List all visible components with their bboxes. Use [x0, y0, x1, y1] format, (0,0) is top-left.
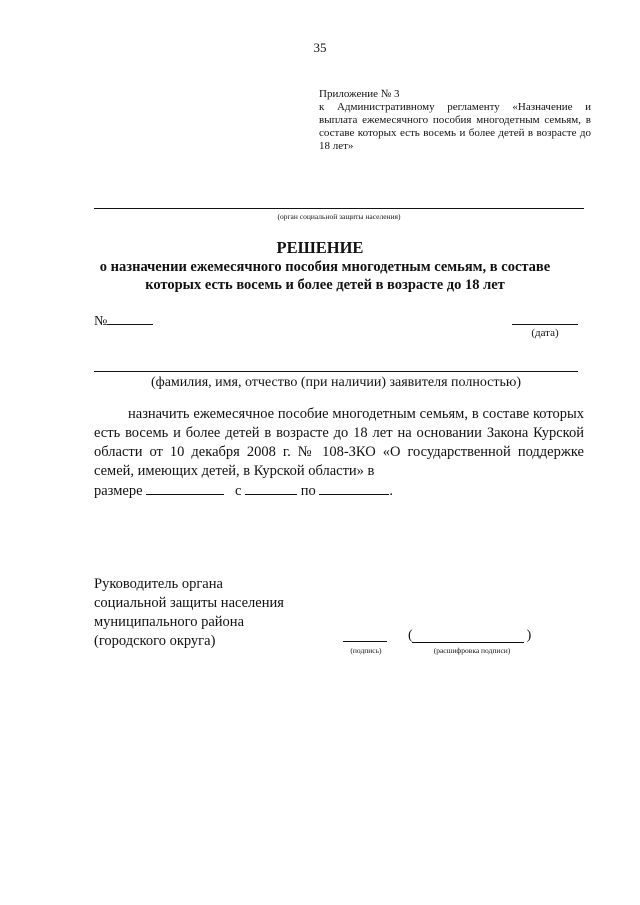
decipher-close: ): [526, 628, 532, 643]
signer-line-4: (городского округа): [94, 633, 216, 649]
signer-block: [94, 575, 314, 651]
number-field: [94, 312, 153, 330]
document-title: РЕШЕНИЕ: [276, 238, 364, 257]
applicant-caption: (фамилия, имя, отчество (при наличии) заявителя полностью): [150, 375, 522, 390]
document-subtitle: о назначении ежемесячного пособия многодетным семьям, в составе которых есть восемь и более детей в возрасте до 18 лет: [99, 259, 551, 293]
organ-caption: (орган социальной защиты населения): [277, 212, 401, 221]
number-label: №: [94, 314, 108, 329]
appendix-block: [319, 88, 591, 153]
decision-body: [94, 405, 584, 501]
date-line: [512, 324, 578, 325]
size-label: размере: [94, 483, 143, 499]
signature-caption: (подпись): [350, 646, 382, 655]
number-blank: [107, 312, 153, 325]
signer-line-2: социальной защиты населения: [94, 595, 284, 611]
appendix-title: Приложение № 3: [319, 88, 400, 100]
date-caption: (дата): [531, 327, 559, 339]
page-number: 35: [313, 40, 327, 55]
signature-line: [343, 641, 387, 642]
size-blank: [146, 481, 224, 495]
from-blank: [245, 481, 297, 495]
from-label: с: [235, 483, 242, 499]
signer-line-3: муниципального района: [94, 614, 244, 630]
decision-text: назначить ежемесячное пособие многодетным семьям, в составе которых есть восемь и более детей в возрасте до 18 лет на основании Закона Курской области от 10 декабря 2008 г. № 108-ЗКО «О государственной поддержке семей, имеющих детей, в Курской области» в: [94, 406, 584, 479]
size-line: [94, 481, 584, 501]
applicant-line: [94, 371, 578, 372]
appendix-text: к Административному регламенту «Назначение и выплата ежемесячного пособия многодетным семьям, в составе которых есть восемь и более детей в возрасте до 18 лет»: [319, 101, 591, 152]
decipher-open: (: [408, 628, 413, 643]
to-blank: [319, 481, 389, 495]
decipher-line: [412, 642, 524, 643]
to-label: по: [300, 483, 316, 499]
signer-line-1: Руководитель органа: [94, 576, 223, 592]
organ-line: [94, 208, 584, 209]
decipher-caption: (расшифровка подписи): [433, 646, 511, 655]
body-end: .: [389, 483, 393, 499]
